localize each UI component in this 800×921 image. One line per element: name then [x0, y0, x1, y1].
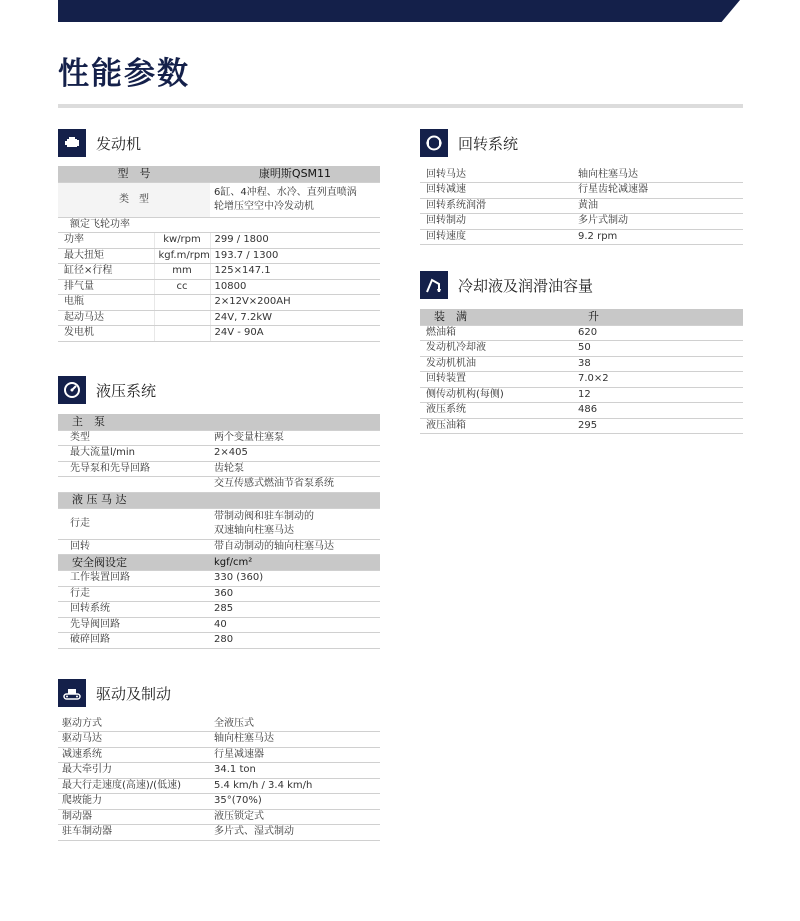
engine-header-value: 康明斯QSM11: [210, 166, 380, 182]
spec-value: 280: [210, 633, 380, 649]
spec-value: 两个变量柱塞泵: [210, 430, 380, 446]
spec-value: 40: [210, 617, 380, 633]
table-row: [420, 167, 743, 183]
spec-label: 回转系统: [58, 602, 210, 618]
main-pump-header: 主 泵: [58, 414, 380, 430]
table-row: [58, 233, 380, 249]
spec-unit: cc: [154, 279, 210, 295]
spec-value: 行星减速器: [210, 747, 380, 763]
spec-unit: mm: [154, 264, 210, 280]
motor-header: 液 压 马 达: [58, 492, 380, 508]
spec-value: 620: [574, 325, 743, 341]
table-row: [58, 763, 380, 779]
engine-title: 发动机: [96, 134, 142, 153]
engine-header-label: 型 号: [58, 166, 210, 182]
spec-label: 爬坡能力: [58, 794, 210, 810]
engine-table: [58, 166, 380, 342]
spec-value: 轴向柱塞马达: [574, 167, 743, 183]
spec-unit: kgf.m/rpm: [154, 248, 210, 264]
table-row: [58, 633, 380, 649]
spec-value: 黄油: [574, 198, 743, 214]
table-row: [58, 732, 380, 748]
table-row: [58, 446, 380, 462]
spec-value: 2×12V×200AH: [210, 295, 380, 311]
spec-label: 驱动马达: [58, 732, 210, 748]
engine-type-row: [58, 182, 380, 217]
table-row: [58, 586, 380, 602]
excavator-arm-icon: [420, 271, 448, 299]
spec-label: 先导阀回路: [58, 617, 210, 633]
spec-label: 最大牵引力: [58, 763, 210, 779]
table-row: [58, 264, 380, 280]
spec-label: 行走: [58, 508, 210, 539]
spec-value: 9.2 rpm: [574, 229, 743, 245]
table-row: [58, 778, 380, 794]
table-row: [58, 430, 380, 446]
travel-value-line-2: 双速轴向柱塞马达: [214, 524, 294, 536]
swing-title: 回转系统: [458, 134, 519, 153]
engine-flywheel-label: 额定飞轮功率: [58, 217, 380, 233]
spec-label: 起动马达: [58, 310, 154, 326]
spec-value: 齿轮泵: [210, 461, 380, 477]
spec-label: 驱动方式: [58, 716, 210, 732]
spec-label: 减速系统: [58, 747, 210, 763]
capacity-section-header: [420, 271, 593, 299]
table-row: [420, 418, 743, 434]
main-pump-header-row: [58, 414, 380, 430]
table-row: [420, 372, 743, 388]
travel-motor-row: [58, 508, 380, 539]
swing-table: [420, 167, 743, 245]
top-banner: [58, 0, 740, 22]
spec-label: 回转: [58, 539, 210, 555]
drive-title: 驱动及制动: [96, 684, 172, 703]
spec-value: 34.1 ton: [210, 763, 380, 779]
spec-value: 24V, 7.2kW: [210, 310, 380, 326]
spec-value: 35°(70%): [210, 794, 380, 810]
spec-label: [58, 477, 210, 493]
drive-section-header: [58, 679, 171, 707]
spec-value: 330 (360): [210, 571, 380, 587]
table-row: [58, 461, 380, 477]
table-row: [420, 387, 743, 403]
capacity-header-value: 升: [574, 309, 743, 325]
spec-label: 燃油箱: [420, 325, 574, 341]
engine-type-value: [210, 182, 380, 217]
spec-value: 24V - 90A: [210, 326, 380, 342]
spec-value: 行星齿轮减速器: [574, 183, 743, 199]
capacity-header-label: 装 满: [420, 309, 574, 325]
spec-value: 带自动制动的轴向柱塞马达: [210, 539, 380, 555]
table-row: [58, 477, 380, 493]
swing-rotation-icon: [420, 129, 448, 157]
spec-label: 发动机冷却液: [420, 341, 574, 357]
relief-header: 安全阀设定: [58, 555, 210, 571]
engine-icon: [58, 129, 86, 157]
relief-unit: kgf/cm²: [210, 555, 380, 571]
table-row: [420, 341, 743, 357]
spec-value: 360: [210, 586, 380, 602]
spec-label: 排气量: [58, 279, 154, 295]
spec-label: 行走: [58, 586, 210, 602]
spec-label: 回转系统润滑: [420, 198, 574, 214]
spec-label: 侧传动机构(每侧): [420, 387, 574, 403]
table-row: [58, 326, 380, 342]
spec-value: 193.7 / 1300: [210, 248, 380, 264]
spec-label: 功率: [58, 233, 154, 249]
table-row: [58, 539, 380, 555]
spec-value: 486: [574, 403, 743, 419]
table-row: [420, 356, 743, 372]
spec-value: 12: [574, 387, 743, 403]
spec-value: 50: [574, 341, 743, 357]
table-row: [420, 214, 743, 230]
relief-header-row: [58, 555, 380, 571]
crawler-track-icon: [58, 679, 86, 707]
spec-label: 回转装置: [420, 372, 574, 388]
spec-label: 发电机: [58, 326, 154, 342]
swing-section-header: [420, 129, 518, 157]
table-row: [58, 825, 380, 841]
table-row: [420, 325, 743, 341]
spec-value: [210, 508, 380, 539]
drive-table: [58, 716, 380, 841]
spec-value: 299 / 1800: [210, 233, 380, 249]
spec-label: 缸径×行程: [58, 264, 154, 280]
engine-type-value-line-1: 6缸、4冲程、水冷、直列直喷涡: [214, 186, 357, 198]
table-row: [420, 403, 743, 419]
spec-label: 工作装置回路: [58, 571, 210, 587]
spec-label: 回转马达: [420, 167, 574, 183]
spec-label: 类型: [58, 430, 210, 446]
hydraulic-table: [58, 414, 380, 649]
capacity-header-row: [420, 309, 743, 325]
spec-value: 285: [210, 602, 380, 618]
spec-label: 回转速度: [420, 229, 574, 245]
travel-value-line-1: 带制动阀和驻车制动的: [214, 510, 314, 522]
capacity-title: 冷却液及润滑油容量: [458, 276, 594, 295]
spec-label: 最大扭矩: [58, 248, 154, 264]
spec-label: 发动机机油: [420, 356, 574, 372]
spec-label: 回转制动: [420, 214, 574, 230]
spec-value: 7.0×2: [574, 372, 743, 388]
table-row: [58, 279, 380, 295]
table-row: [58, 809, 380, 825]
table-row: [58, 571, 380, 587]
spec-value: 2×405: [210, 446, 380, 462]
engine-flywheel-row: [58, 217, 380, 233]
hydraulic-gauge-icon: [58, 376, 86, 404]
motor-header-row: [58, 492, 380, 508]
spec-label: 液压系统: [420, 403, 574, 419]
spec-unit: kw/rpm: [154, 233, 210, 249]
table-row: [58, 310, 380, 326]
engine-header-row: [58, 166, 380, 182]
spec-label: 最大流量l/min: [58, 446, 210, 462]
spec-label: 回转减速: [420, 183, 574, 199]
hydraulic-section-header: [58, 376, 156, 404]
engine-type-label: 类 型: [58, 182, 210, 217]
table-row: [420, 183, 743, 199]
spec-unit: [154, 295, 210, 311]
spec-label: 先导泵和先导回路: [58, 461, 210, 477]
spec-value: 交互传感式燃油节省泵系统: [210, 477, 380, 493]
table-row: [58, 794, 380, 810]
spec-unit: [154, 310, 210, 326]
engine-type-value-line-2: 轮增压空空中冷发动机: [214, 200, 314, 212]
spec-value: 全液压式: [210, 716, 380, 732]
spec-value: 10800: [210, 279, 380, 295]
spec-label: 液压油箱: [420, 418, 574, 434]
spec-value: 轴向柱塞马达: [210, 732, 380, 748]
hydraulic-title: 液压系统: [96, 381, 157, 400]
spec-label: 制动器: [58, 809, 210, 825]
spec-value: 5.4 km/h / 3.4 km/h: [210, 778, 380, 794]
spec-value: 多片式制动: [574, 214, 743, 230]
title-divider: [58, 104, 743, 108]
spec-label: 最大行走速度(高速)/(低速): [58, 778, 210, 794]
spec-value: 125×147.1: [210, 264, 380, 280]
engine-section-header: [58, 129, 141, 157]
spec-value: 295: [574, 418, 743, 434]
table-row: [58, 617, 380, 633]
table-row: [420, 198, 743, 214]
table-row: [58, 248, 380, 264]
spec-value: 多片式、湿式制动: [210, 825, 380, 841]
table-row: [420, 229, 743, 245]
spec-label: 驻车制动器: [58, 825, 210, 841]
spec-label: 电瓶: [58, 295, 154, 311]
table-row: [58, 602, 380, 618]
spec-value: 38: [574, 356, 743, 372]
table-row: [58, 295, 380, 311]
spec-label: 破碎回路: [58, 633, 210, 649]
table-row: [58, 747, 380, 763]
table-row: [58, 716, 380, 732]
spec-unit: [154, 326, 210, 342]
page-title: 性能参数: [58, 56, 190, 92]
spec-value: 液压锁定式: [210, 809, 380, 825]
capacity-table: [420, 309, 743, 434]
